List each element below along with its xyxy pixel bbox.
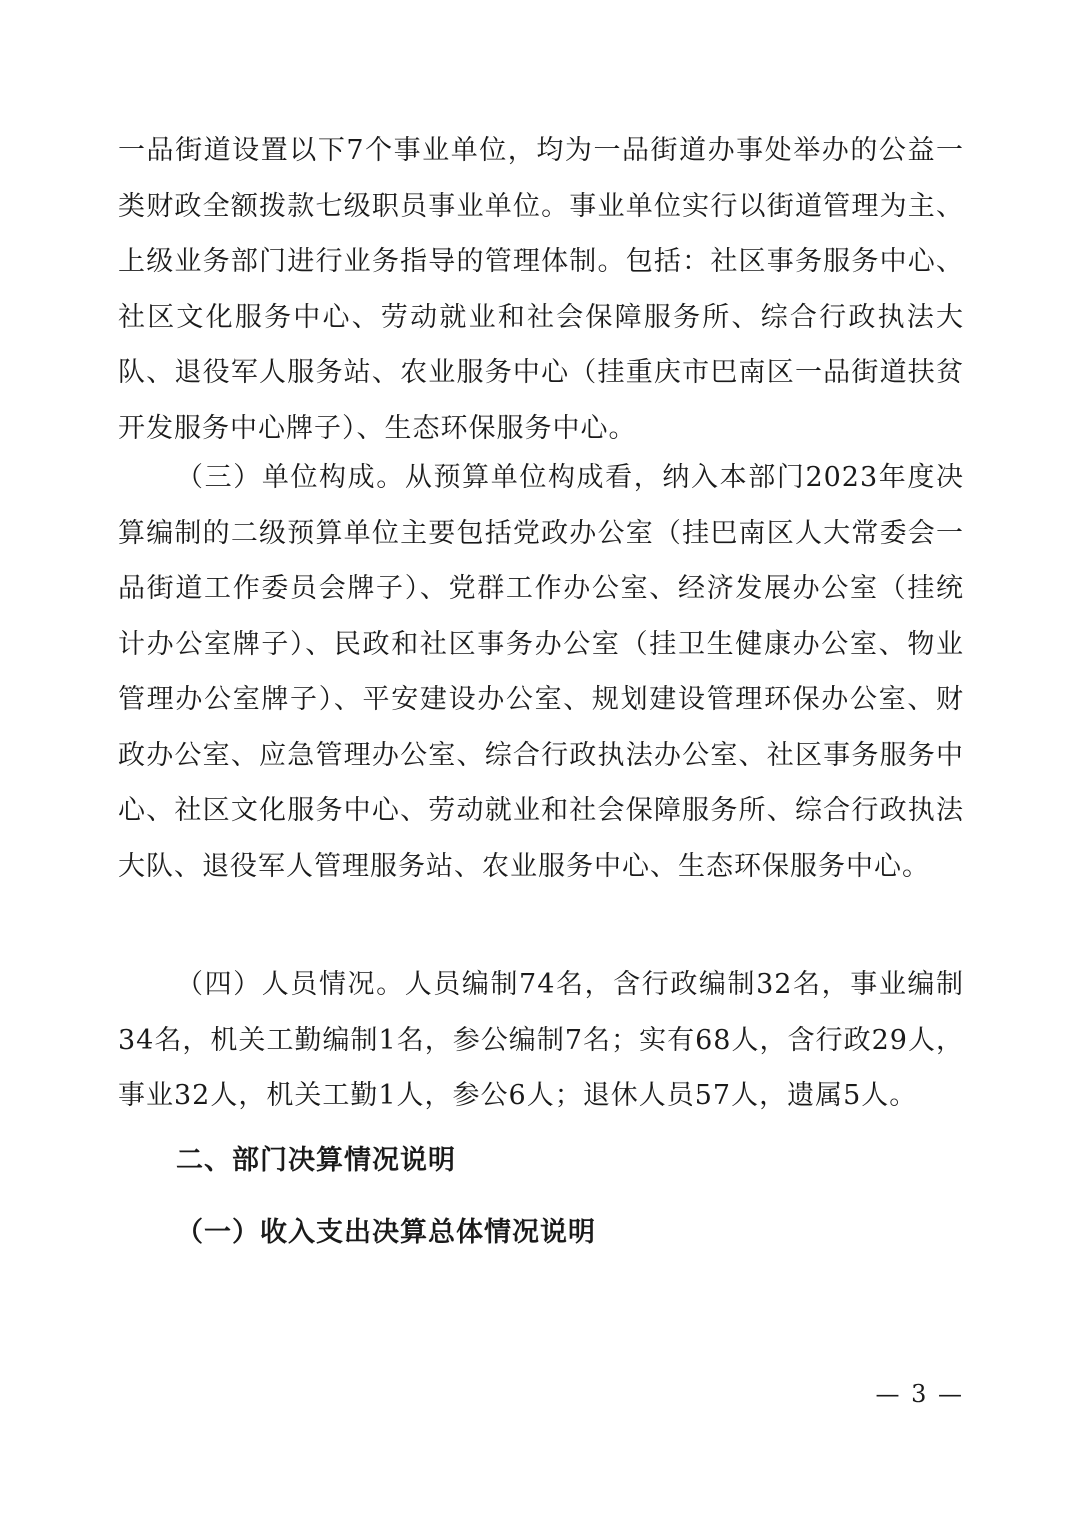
paragraph-staffing: （四）人员情况。人员编制74名，含行政编制32名，事业编制34名，机关工勤编制1名，参公编制7名；实有68人，含行政29人，事业32人，机关工勤1人，参公6人；退休人员57人，遗属5人。 — [118, 969, 964, 1111]
paragraph-institutions: 一品街道设置以下7个事业单位，均为一品街道办事处举办的公益一类财政全额拨款七级职员事业单位。事业单位实行以街道管理为主、上级业务部门进行业务指导的管理体制。包括：社区事务服务中心、社区文化服务中心、劳动就业和社会保障服务所、综合行政执法大队、退役军人服务站、农业服务中心（挂重庆市巴南区一品街道扶贫开发服务中心牌子）、生态环保服务中心。 — [118, 135, 964, 444]
subsection-heading: （一）收入支出决算总体情况说明 — [176, 1217, 596, 1248]
section-heading: 二、部门决算情况说明 — [176, 1145, 456, 1176]
paragraph-unit-composition: （三）单位构成。从预算单位构成看，纳入本部门2023年度决算编制的二级预算单位主要包括党政办公室（挂巴南区人大常委会一品街道工作委员会牌子）、党群工作办公室、经济发展办公室（挂统计办公室牌子）、民政和社区事务办公室（挂卫生健康办公室、物业管理办公室牌子）、平安建设办公室、规划建设管理环保办公室、财政办公室、应急管理办公室、综合行政执法办公室、社区事务服务中心、社区文化服务中心、劳动就业和社会保障服务所、综合行政执法大队、退役军人管理服务站、农业服务中心、生态环保服务中心。 — [118, 462, 964, 882]
page-number: — 3 — — [875, 1380, 964, 1408]
